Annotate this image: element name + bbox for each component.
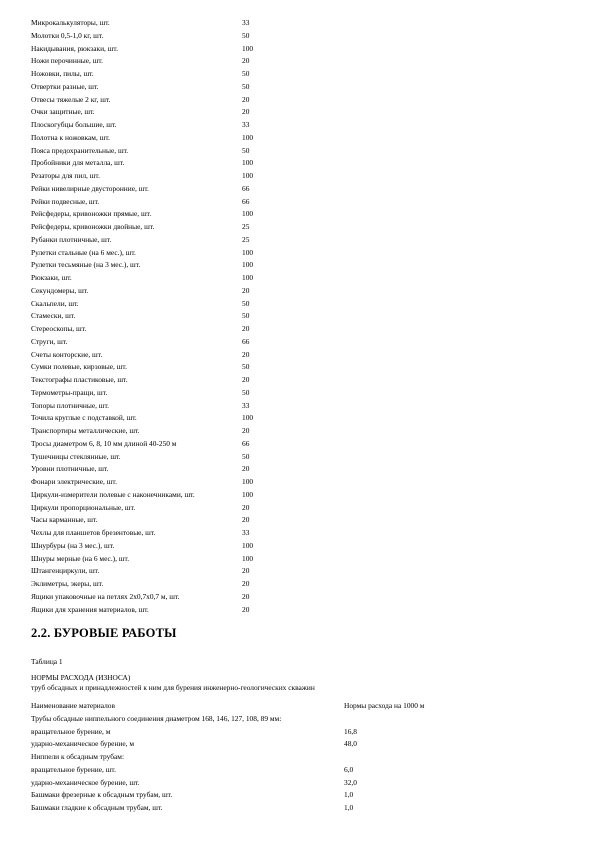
table-row	[31, 361, 571, 374]
item-name: Штангенциркули, шт.	[31, 566, 100, 576]
table-row	[31, 565, 571, 578]
item-value: 50	[242, 311, 250, 321]
table-row	[31, 145, 571, 158]
table-row	[31, 789, 571, 802]
item-name: Тросы диаметром 6, 8, 10 мм длиной 40-250 м	[31, 438, 177, 448]
item-name: Сумки полевые, кирзовые, шт.	[31, 362, 127, 372]
item-name: Накидывания, рюкзаки, шт.	[31, 43, 118, 53]
item-value: 1,0	[344, 803, 354, 812]
item-value: 66	[242, 183, 250, 193]
item-name: Трубы обсадные ниппельного соединения диаметром 168, 146, 127, 108, 89 мм:	[31, 713, 282, 723]
item-name: Плоскогубцы большие, шт.	[31, 120, 117, 129]
item-value: 20	[242, 566, 250, 576]
item-value: 20	[242, 375, 250, 384]
table-row	[31, 336, 571, 349]
item-value: 25	[242, 222, 250, 231]
item-value: 50	[242, 298, 250, 308]
item-name: Чехлы для планшетов брезентовые, шт.	[31, 528, 156, 537]
table-row	[31, 578, 571, 591]
item-name: Топоры плотничные, шт.	[31, 400, 110, 410]
table-row	[31, 55, 571, 68]
item-value: 100	[242, 489, 254, 499]
tools-norms-list	[31, 17, 571, 616]
table-row	[31, 412, 571, 425]
table-row	[31, 81, 571, 94]
table-row	[31, 604, 571, 617]
item-name: Стереоскопы, шт.	[31, 324, 87, 333]
table-row	[31, 221, 571, 234]
table-row	[31, 527, 571, 540]
item-name: Рюкзаки, шт.	[31, 273, 72, 282]
item-value: 100	[242, 247, 254, 257]
item-name: Уровни плотничные, шт.	[31, 464, 109, 474]
item-value: 66	[242, 438, 250, 448]
column-header-norm: Нормы расхода на 1000 м	[344, 701, 425, 710]
table-row	[31, 196, 571, 209]
table-row	[31, 777, 571, 790]
table-row	[31, 183, 571, 196]
item-name: Счеты конторские, шт.	[31, 349, 103, 359]
item-value: 50	[242, 69, 250, 78]
item-name: Скальпели, шт.	[31, 298, 79, 308]
table-row	[31, 298, 571, 311]
item-value: 20	[242, 56, 250, 66]
item-value: 20	[242, 94, 250, 104]
item-name: Отвесы тяжелые 2 кг, шт.	[31, 94, 111, 104]
item-value: 20	[242, 579, 250, 588]
item-value: 66	[242, 196, 250, 206]
table-row	[31, 738, 571, 751]
table-row	[31, 713, 571, 726]
item-name: Шнурбуры (на 3 мес.), шт.	[31, 540, 115, 550]
item-value: 16,8	[344, 726, 357, 736]
table-row	[31, 400, 571, 413]
item-value: 66	[242, 336, 250, 346]
table-row	[31, 726, 571, 739]
table-label: Таблица 1	[31, 657, 63, 666]
item-value: 100	[242, 132, 254, 142]
section-heading: 2.2. БУРОВЫЕ РАБОТЫ	[31, 626, 177, 640]
item-value: 100	[242, 540, 254, 550]
item-name: Текстографы пластиковые, шт.	[31, 375, 128, 384]
item-value: 20	[242, 515, 250, 525]
table-row	[31, 502, 571, 515]
table-row	[31, 540, 571, 553]
item-name: Рейсфедеры, кривоножки двойные, шт.	[31, 222, 155, 231]
item-value: 100	[242, 273, 254, 282]
item-value: 33	[242, 120, 250, 129]
table-row	[31, 349, 571, 362]
item-name: вращательное бурение, м	[31, 726, 111, 736]
item-value: 25	[242, 234, 250, 244]
item-name: Эклиметры, экеры, шт.	[31, 579, 104, 588]
item-name: Молотки 0,5-1,0 кг, шт.	[31, 30, 104, 40]
table-row	[31, 17, 571, 30]
table-row	[31, 802, 571, 815]
table-row	[31, 247, 571, 260]
table-row	[31, 234, 571, 247]
table-row	[31, 489, 571, 502]
table-row	[31, 751, 571, 764]
item-name: Полотна к ножовкам, шт.	[31, 132, 110, 142]
table-row	[31, 208, 571, 221]
item-value: 33	[242, 400, 250, 410]
item-name: Секундомеры, шт.	[31, 285, 89, 295]
table-row	[31, 591, 571, 604]
item-value: 100	[242, 209, 254, 219]
item-name: Точила круглые с подставкой, шт.	[31, 413, 137, 423]
item-value: 100	[242, 171, 254, 180]
item-value: 20	[242, 285, 250, 295]
table-row	[31, 425, 571, 438]
norms-title: НОРМЫ РАСХОДА (ИЗНОСА)	[31, 673, 131, 682]
table-row	[31, 387, 571, 400]
item-name: Ящики упаковочные на петлях 2х0,7х0,7 м, шт.	[31, 591, 180, 601]
item-name: Рулетки тесьмяные (на 3 мес.), шт.	[31, 260, 141, 270]
item-name: Рейки подвесные, шт.	[31, 196, 100, 206]
table-row	[31, 374, 571, 387]
item-value: 33	[242, 18, 250, 27]
item-name: Циркули пропорциональные, шт.	[31, 502, 136, 512]
item-value: 20	[242, 107, 250, 117]
item-name: Струги, шт.	[31, 336, 68, 346]
item-name: Шнуры мерные (на 6 мес.), шт.	[31, 553, 130, 563]
item-name: Тушечницы стеклянные, шт.	[31, 451, 121, 461]
item-name: Циркули-измерители полевые с наконечниками, шт.	[31, 489, 195, 499]
item-value: 20	[242, 604, 250, 614]
table-row	[31, 310, 571, 323]
pipe-norms-table	[31, 700, 571, 815]
item-value: 50	[242, 30, 250, 40]
table-row	[31, 463, 571, 476]
item-name: Ящики для хранения материалов, шт.	[31, 604, 149, 614]
item-value: 100	[242, 43, 254, 53]
item-name: Рейсфедеры, кривоножки прямые, шт.	[31, 209, 152, 219]
item-name: Очки защитные, шт.	[31, 107, 95, 117]
table-row	[31, 764, 571, 777]
table-row	[31, 30, 571, 43]
table-row	[31, 94, 571, 107]
table-row	[31, 514, 571, 527]
item-value: 20	[242, 426, 250, 435]
item-value: 50	[242, 362, 250, 372]
item-name: Микрокалькуляторы, шт.	[31, 18, 110, 27]
item-name: Пробойники для металла, шт.	[31, 158, 125, 168]
item-name: Рубанки плотничные, шт.	[31, 234, 112, 244]
table-row	[31, 106, 571, 119]
table-row	[31, 119, 571, 132]
item-name: ударно-механическое бурение, шт.	[31, 777, 140, 787]
item-name: Башмаки фрезерные к обсадным трубам, шт.	[31, 790, 173, 800]
table-row	[31, 285, 571, 298]
item-value: 100	[242, 260, 254, 270]
table-row	[31, 272, 571, 285]
table-row	[31, 323, 571, 336]
item-value: 20	[242, 502, 250, 512]
item-value: 1,0	[344, 790, 354, 800]
item-value: 100	[242, 553, 254, 563]
item-value: 100	[242, 413, 254, 423]
table-row	[31, 553, 571, 566]
column-header-name: Наименование материалов	[31, 701, 115, 710]
item-value: 48,0	[344, 739, 357, 749]
item-name: вращательное бурение, шт.	[31, 764, 116, 774]
table-row	[31, 259, 571, 272]
item-value: 50	[242, 81, 250, 91]
item-value: 20	[242, 464, 250, 474]
norms-subtitle: труб обсадных и принадлежностей к ним для бурения инженерно-геологических скважин	[31, 683, 315, 692]
item-value: 20	[242, 591, 250, 601]
item-value: 50	[242, 451, 250, 461]
item-value: 50	[242, 145, 250, 155]
table-row	[31, 132, 571, 145]
item-name: Башмаки гладкие к обсадным трубам, шт.	[31, 803, 163, 812]
table-row	[31, 170, 571, 183]
item-name: Резаторы для пил, шт.	[31, 171, 100, 180]
table-row	[31, 438, 571, 451]
item-name: Рулетки стальные (на 6 мес.), шт.	[31, 247, 136, 257]
item-name: Фонари электрические, шт.	[31, 477, 117, 486]
item-value: 33	[242, 528, 250, 537]
item-name: Стамески, шт.	[31, 311, 76, 321]
item-value: 20	[242, 324, 250, 333]
item-value: 32,0	[344, 777, 357, 787]
item-name: Ниппели к обсадным трубам:	[31, 752, 125, 761]
item-name: Часы карманные, шт.	[31, 515, 98, 525]
item-name: ударно-механическое бурение, м	[31, 739, 135, 749]
table-row	[31, 451, 571, 464]
table-row	[31, 43, 571, 56]
table-row	[31, 476, 571, 489]
item-value: 6,0	[344, 764, 354, 774]
item-value: 100	[242, 477, 254, 486]
table-row	[31, 157, 571, 170]
item-name: Пояса предохранительные, шт.	[31, 145, 129, 155]
table-header-row	[31, 700, 571, 713]
item-name: Отвертки разные, шт.	[31, 81, 99, 91]
item-value: 100	[242, 158, 254, 168]
item-name: Рейки нивелирные двусторонние, шт.	[31, 183, 149, 193]
item-name: Транспортиры металлические, шт.	[31, 426, 140, 435]
item-value: 50	[242, 387, 250, 397]
item-name: Ножовки, пилы, шт.	[31, 69, 94, 78]
item-name: Ножи перочинные, шт.	[31, 56, 103, 66]
item-value: 20	[242, 349, 250, 359]
item-name: Термометры-пращи, шт.	[31, 387, 108, 397]
table-row	[31, 68, 571, 81]
